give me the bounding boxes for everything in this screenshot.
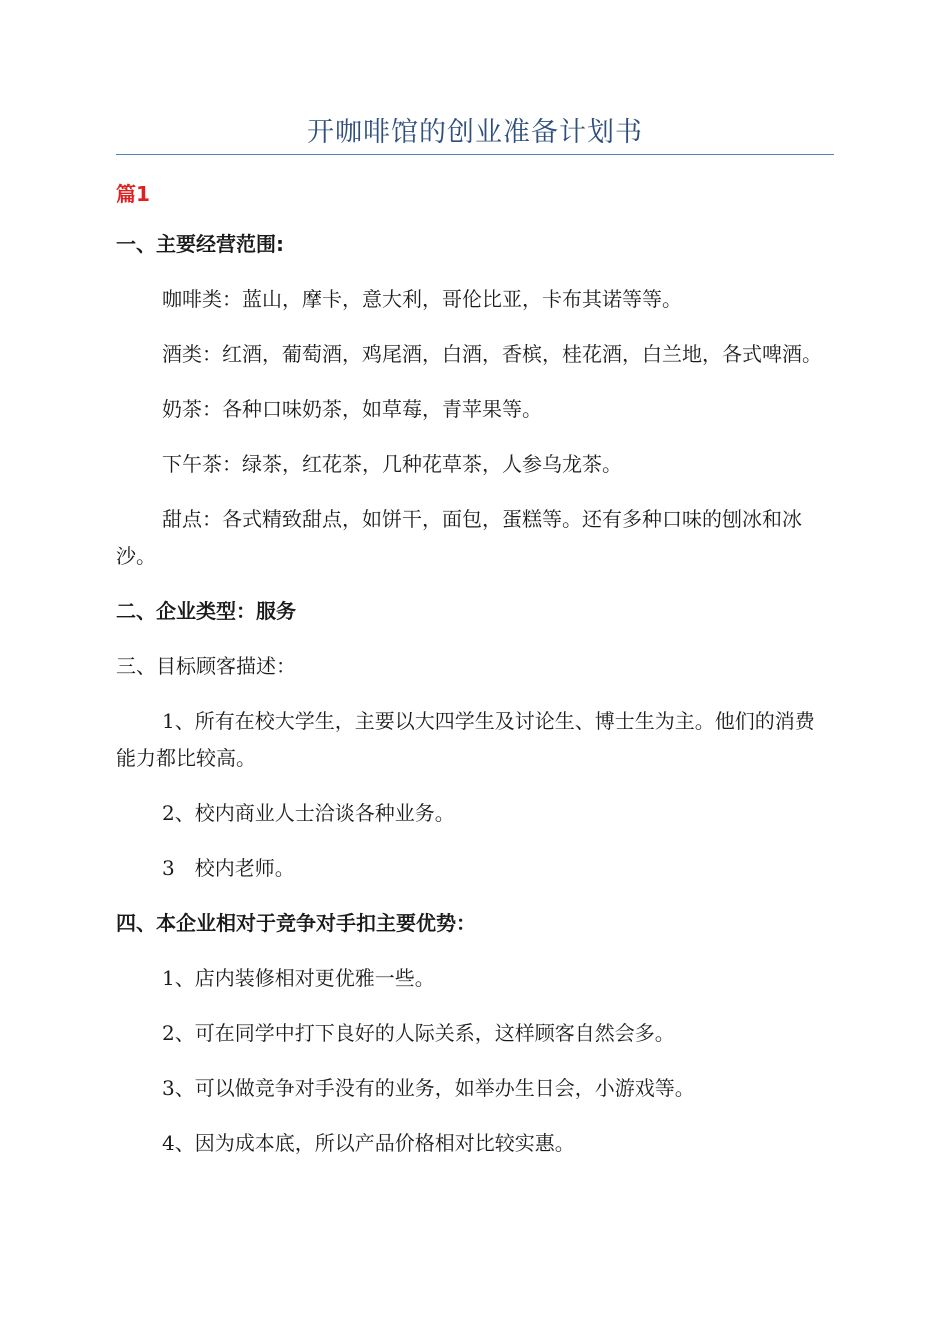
list-item-advantage-1: 1、店内装修相对更优雅一些。 <box>162 966 435 990</box>
paragraph-wine: 酒类：红酒，葡萄酒，鸡尾酒，白酒，香槟，桂花酒，白兰地，各式啤酒。 <box>162 342 822 366</box>
paragraph-afternoon-tea: 下午茶：绿茶，红花茶，几种花草茶，人参乌龙茶。 <box>162 452 622 476</box>
list-item-advantage-2: 2、可在同学中打下良好的人际关系，这样顾客自然会多。 <box>162 1021 675 1045</box>
paragraph-desserts: 甜点：各式精致甜点，如饼干，面包，蛋糕等。还有多种口味的刨冰和冰沙。 <box>116 507 802 568</box>
list-item-advantage-3: 3、可以做竞争对手没有的业务，如举办生日会，小游戏等。 <box>162 1076 695 1100</box>
title-underline <box>116 154 834 155</box>
heading-target-customers: 三、目标顾客描述： <box>116 654 296 678</box>
paragraph-milk-tea: 奶茶：各种口味奶茶，如草莓，青苹果等。 <box>162 397 542 421</box>
document-title: 开咖啡馆的创业准备计划书 <box>307 117 643 148</box>
paragraph-coffee: 咖啡类：蓝山，摩卡，意大利，哥伦比亚，卡布其诺等等。 <box>162 287 682 311</box>
document-body <box>116 226 834 1180</box>
list-item-customers-3: 3 校内老师。 <box>162 856 295 880</box>
heading-business-scope: 一、主要经营范围: <box>116 232 284 256</box>
list-item-advantage-4: 4、因为成本底，所以产品价格相对比较实惠。 <box>162 1131 575 1155</box>
list-item-customers-2: 2、校内商业人士洽谈各种业务。 <box>162 801 455 825</box>
heading-enterprise-type: 二、企业类型：服务 <box>116 599 296 623</box>
section-label: 篇1 <box>116 182 150 206</box>
list-item-customers-1: 1、所有在校大学生，主要以大四学生及讨论生、博士生为主。他们的消费能力都比较高。 <box>116 709 815 770</box>
heading-advantages: 四、本企业相对于竞争对手扣主要优势： <box>116 911 476 935</box>
